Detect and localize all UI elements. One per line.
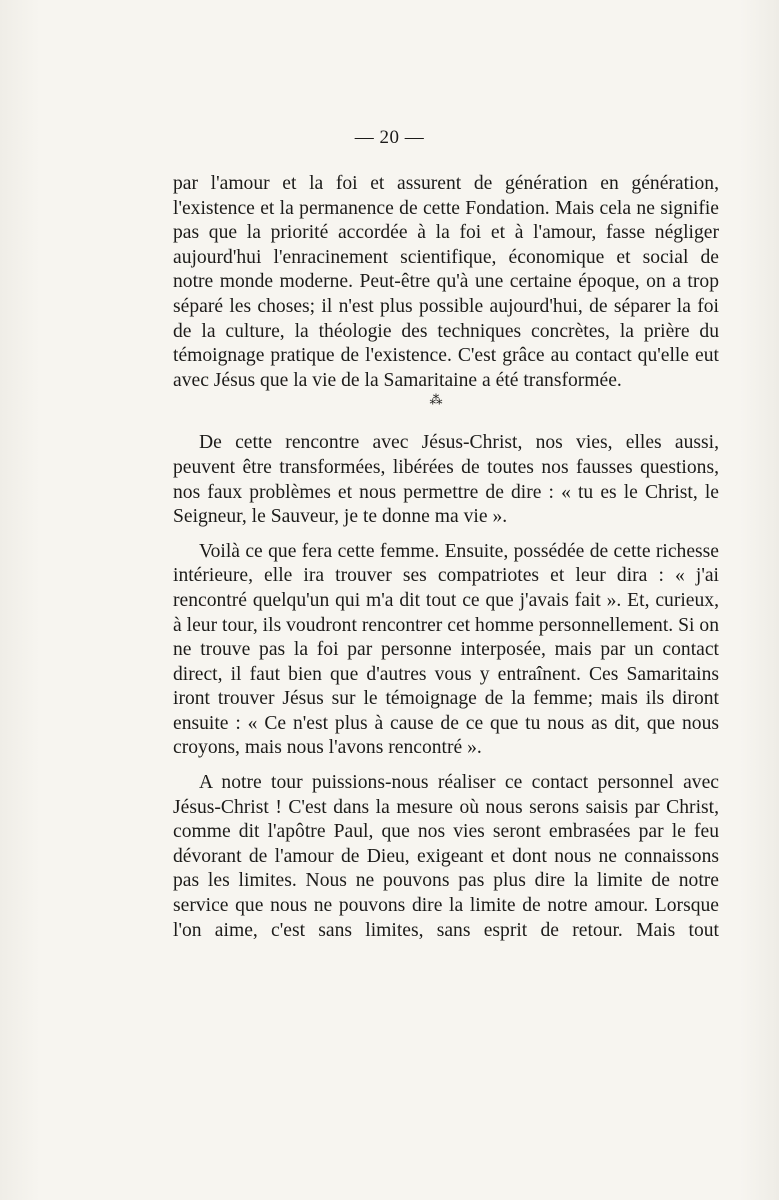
- asterism-icon: ⁂: [429, 392, 443, 408]
- page-number: — 20 —: [354, 127, 425, 148]
- paragraph-1: par l'amour et la foi et assurent de génération en génération, l'existence et la permanence de cette Fondation. Mais cela ne signifie pas que la priorité accordée à la foi et à l'amour, fasse négliger aujourd'hui l'enracinement scientifique, économique et social de notre monde moderne. Peut-être qu'à une certaine époque, on a trop séparé les choses; il n'est plus possible aujourd'hui, de séparer la foi de la culture, la théologie des techniques concrètes, la prière du témoignage pratique de l'existence. C'est grâce au contact qu'elle eut avec Jésus que la vie de la Samaritaine a été transformée.: [173, 173, 719, 391]
- body-text: [173, 172, 719, 943]
- paragraph-3: Voilà ce que fera cette femme. Ensuite, possédée de cette richesse intérieure, elle ira trouver ses compatriotes et leur dira : « j'ai rencontré quelqu'un qui m'a dit tout ce que j'avais fait ». Et, curieux, à leur tour, ils voudront rencontrer cet homme personnellement. Si on ne trouve pas la foi par personne interposée, mais par un contact direct, il faut bien que d'autres vous y entraînent. Ces Samaritains iront trouver Jésus sur le témoignage de la femme; mais ils diront ensuite : « Ce n'est plus à cause de ce que tu nous as dit, que nous croyons, mais nous l'avons rencontré ».: [173, 540, 719, 759]
- paragraph-4: A notre tour puissions-nous réaliser ce contact personnel avec Jésus-Christ ! C'est dans la mesure où nous serons saisis par Christ, comme dit l'apôtre Paul, que nos vies seront embrasées par le feu dévorant de l'amour de Dieu, exigeant et dont nous ne connaissons pas les limites. Nous ne pouvons pas plus dire la limite de notre service que nous ne pouvons dire la limite de notre amour. Lorsque l'on aime, c'est sans limites, sans esprit de retour. Mais tout: [173, 772, 719, 941]
- section-separator: [173, 393, 719, 431]
- paragraph-2: De cette rencontre avec Jésus-Christ, nos vies, elles aussi, peuvent être transformées, libérées de toutes nos fausses questions, nos faux problèmes et nous permettre de dire : « tu es le Christ, le Seigneur, le Sauveur, je te donne ma vie ».: [173, 432, 719, 528]
